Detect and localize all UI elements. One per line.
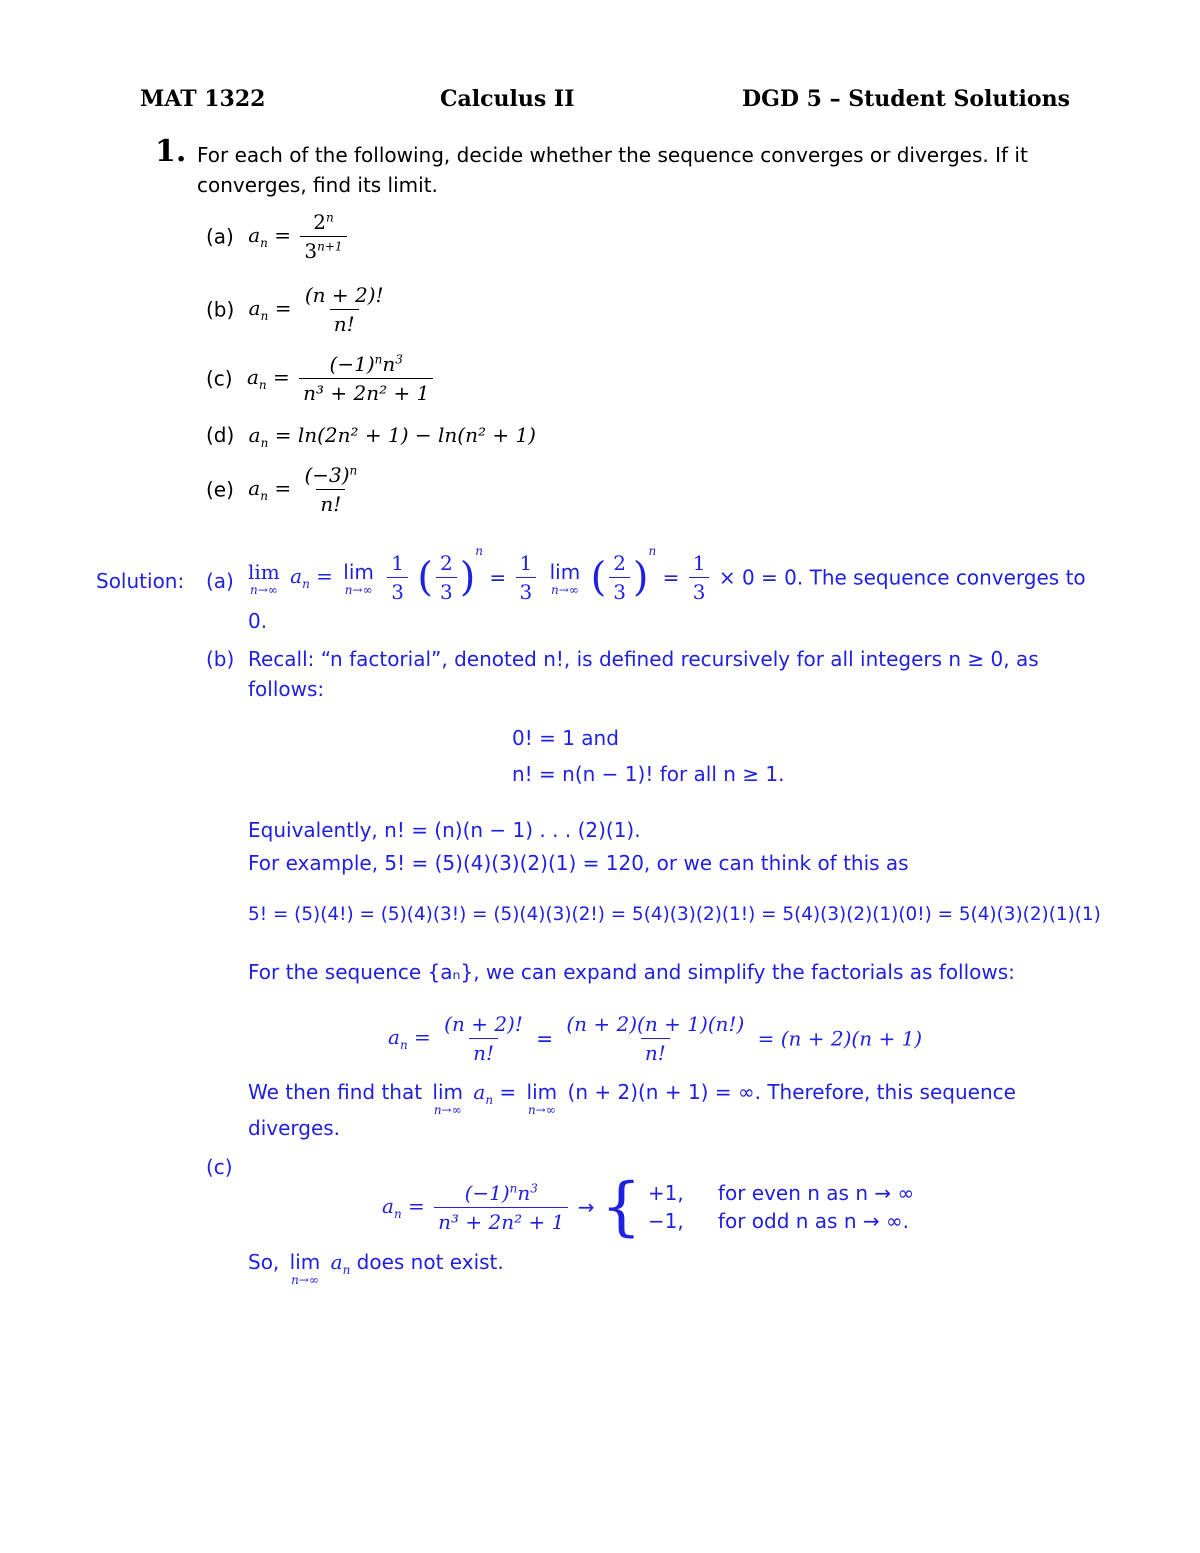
factorial-expansion: $a_n$ = $\frac{(n + 2)!}{n!}$ = $\frac{(n + 2)(n + 1)(n!)}{n!}$ = (n + 2)(n + 1) xyxy=(388,1012,923,1065)
solution-label: Solution: xyxy=(96,569,185,593)
solution-b-recall-1: Recall: “n factorial”, denoted n!, is defined recursively for all integers n ≥ 0, as xyxy=(248,647,1039,671)
factorial-equivalently: Equivalently, n! = (n)(n − 1) . . . (2)(1). xyxy=(248,818,641,842)
solution-b-conclusion: We then find that lim n→∞ $a_n$ = lim n→∞ (n + 2)(n + 1) = ∞. Therefore, this sequence xyxy=(248,1080,1016,1117)
course-title: Calculus II xyxy=(440,86,575,112)
solution-a-label: (a) xyxy=(206,569,234,593)
factorial-expand-text: For the sequence {aₙ}, we can expand and simplify the factorials as follows: xyxy=(248,960,1015,984)
problem-line-1: For each of the following, decide whether the sequence converges or diverges. If it xyxy=(197,143,1028,167)
part-e: (e) $a_n$ = $\frac{(-3)^n}{n!}$ xyxy=(206,463,364,516)
course-code: MAT 1322 xyxy=(140,86,266,112)
factorial-def-1: 0! = 1 and xyxy=(512,726,619,750)
document-title: DGD 5 – Student Solutions xyxy=(742,86,1070,112)
solution-c-equation: $a_n$ = $\frac{(-1)^nn^3}{\text{n³ + 2n² + 1}}$ → { +1, for even n as n → ∞ −1, for odd n as n → ∞. xyxy=(382,1170,915,1244)
solution-a-end: 0. xyxy=(248,609,268,633)
part-c: (c) $a_n$ = $\frac{(-1)^nn^3}{\text{n³ + 2n² + 1}}$ xyxy=(206,352,436,405)
solution-b-label: (b) xyxy=(206,647,235,671)
problem-line-2: converges, find its limit. xyxy=(197,173,438,197)
solution-b-diverges: diverges. xyxy=(248,1116,341,1140)
factorial-chain: 5! = (5)(4!) = (5)(4)(3!) = (5)(4)(3)(2!) = 5(4)(3)(2)(1!) = 5(4)(3)(2)(1)(0!) = 5(4)(3)(2)(1)(1) xyxy=(248,904,1101,925)
solution-c-label: (c) xyxy=(206,1155,233,1179)
part-a: (a) $a_n$ = $\frac{2^n}{3^{n+1}}$ xyxy=(206,210,350,263)
part-c-fraction: $\frac{(-1)^nn^3}{\text{n³ + 2n² + 1}}$ xyxy=(299,352,433,405)
part-e-fraction: $\frac{(-3)^n}{n!}$ xyxy=(304,463,358,516)
part-b: (b) $a_n$ = $\frac{(n + 2)!}{n!}$ xyxy=(206,283,391,336)
solution-a-equation: lim n→∞ $a_n$ = lim n→∞ $\frac{1}{3}$ ( $\frac{2}{3}$ )$^n$ = $\frac{1}{3}$ lim n→∞ ( $\frac{2}{3}$ )$^n$ = $\frac{1}{3}$ × 0 = 0. The sequence converges to xyxy=(248,544,1086,604)
solution-b-recall-2: follows: xyxy=(248,677,325,701)
problem-number: 1. xyxy=(155,134,187,169)
part-b-fraction: $\frac{(n + 2)!}{n!}$ xyxy=(304,283,384,336)
solution-c-conclusion: So, lim n→∞ $a_n$ does not exist. xyxy=(248,1250,504,1287)
part-a-fraction: $\frac{2^n}{3^{n+1}}$ xyxy=(300,210,346,263)
factorial-example: For example, 5! = (5)(4)(3)(2)(1) = 120, or we can think of this as xyxy=(248,851,909,875)
part-d: (d) $a_n = \ln(2n^2 + 1) - \ln(n^2 + 1)$ xyxy=(206,423,536,450)
factorial-def-2: n! = n(n − 1)! for all n ≥ 1. xyxy=(512,762,785,786)
